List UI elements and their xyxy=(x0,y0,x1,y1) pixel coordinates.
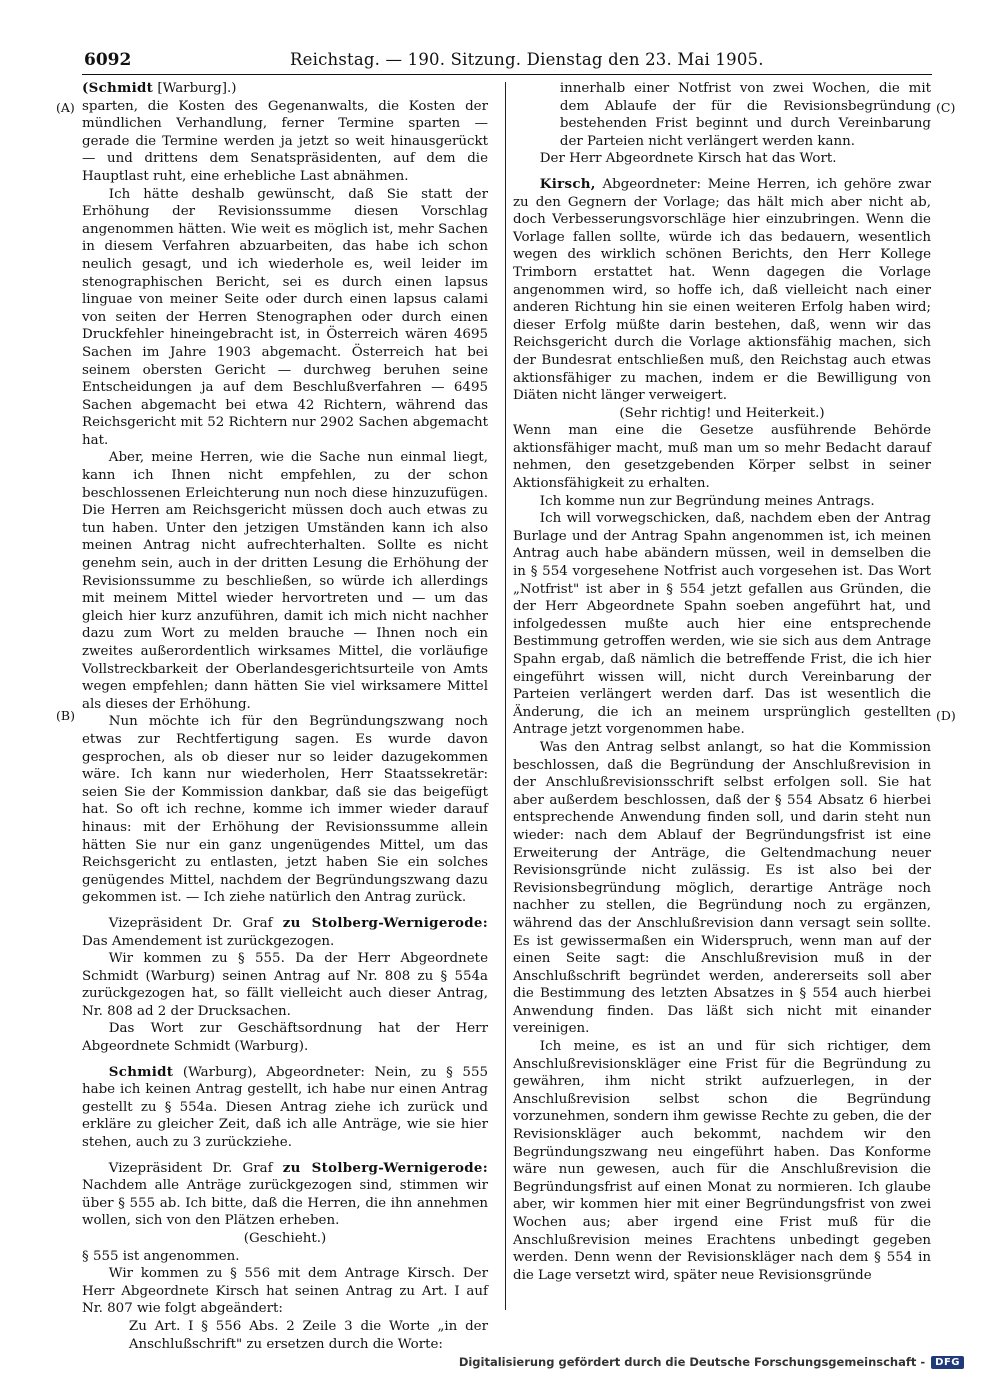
speaker-name: Schmidt xyxy=(108,1063,174,1080)
margin-mark-d: (D) xyxy=(936,708,956,723)
paragraph-gap xyxy=(513,168,931,176)
paragraph-text: [Warburg].) xyxy=(153,81,237,96)
paragraph-gap xyxy=(82,1152,488,1160)
paragraph-gap xyxy=(82,1056,488,1064)
paragraph-text: Nachdem alle Anträge zurückgezogen sind, stimmen wir über § 555 ab. Ich bitte, daß die Herren, die ihn annehmen wollen, sich von den Plätzen erheben. xyxy=(82,1178,488,1229)
paragraph xyxy=(82,1160,488,1230)
paragraph: Zu Art. I § 556 Abs. 2 Zeile 3 die Worte „in der Anschlußschrift" zu ersetzen durch die Worte: xyxy=(128,1318,488,1352)
paragraph: Aber, meine Herren, wie die Sache nun einmal liegt, kann ich Ihnen nicht empfehlen, zu der schon beschlossenen Erleichterung nun noch diese hinzuzufügen. Die Herren am Reichsgericht müssen doch auch etwas zu tun haben. Unter den jetzigen Umständen kann ich also meinen Antrag nicht aufrechterhalten. Sollte es nicht genehm sein, auch in der dritten Lesung die Erhöhung der Revisionssumme zu beschließen, so würde ich allerdings mit meinem Mittel wieder hervortreten und — um das gleich hier kurz anzuführen, damit ich mich nicht nachher dazu zum Wort zu melden brauche — Ihnen noch ein zweites außerordentlich wirksames Mittel, die vorläufige Vollstreckbarkeit der Oberlandesgerichtsurteile von Amts wegen empfehlen; dann hätten Sie viel wirksamere Mittel als dieses der Erhöhung. xyxy=(82,450,488,712)
paragraph-gap xyxy=(82,907,488,915)
paragraph: Wir kommen zu § 555. Da der Herr Abgeordnete Schmidt (Warburg) seinen Antrag auf Nr. 808 zu § 554a zurückgezogen hat, so fällt vielleicht auch dieser Antrag, Nr. 808 ad 2 der Drucksachen. xyxy=(82,951,488,1019)
speaker-name: zu Stolberg-Wernigerode: xyxy=(282,1159,488,1176)
paragraph xyxy=(82,80,488,98)
paragraph: Was den Antrag selbst anlangt, so hat die Kommission beschlossen, daß die Begründung der Anschlußrevision in der Anschlußrevisionsschrift selbst erfolgen soll. Sie hat aber außerdem beschlossen, daß der § 554 Absatz 6 hierbei entsprechende Anwendung finden soll, und darin steht nun wieder: nach dem Ablauf der Begründungsfrist ist eine Erweiterung der Anträge, die Geltendmachung neuer Revisionsgründe nicht zulässig. Es ist also bei der Revisionsbegründung möglich, derartige Anträge noch nachher zu stellen, die Begründung noch zu ergänzen, während das der Anschlußrevision dann versagt sein sollte. Es ist gewissermaßen ein Widerspruch, wenn man auf der einen Seite sagt: die Anschlußrevision muß in der Anschlußschrift begründet werden, andererseits soll aber die Bestimmung des letzten Absatzes in § 554 auch hierbei Anwendung finden. Das läßt sich nicht mit einander vereinigen. xyxy=(513,739,931,1037)
paragraph: Der Herr Abgeordnete Kirsch hat das Wort. xyxy=(539,151,837,167)
margin-mark-a: (A) xyxy=(56,100,75,115)
paragraph: Wenn man eine die Gesetze ausführende Behörde aktionsfähiger macht, muß man um so mehr Bedacht darauf nehmen, den gesetzgebenden Körper selbst in seiner Aktionsfähigkeit zu erhalten. xyxy=(513,423,931,492)
paragraph: (Sehr richtig! und Heiterkeit.) xyxy=(619,405,825,421)
paragraph: sparten, die Kosten des Gegenanwalts, die Kosten der mündlichen Verhandlung, ferner Termine sparten — gerade die Termine werden ja jetzt so weit hinausgerückt — und drittens dem Senatspräsidenten, auf dem die Hauptlast ruht, eine erhebliche Last abnähmen. xyxy=(82,98,488,184)
paragraph: Ich hätte deshalb gewünscht, daß Sie statt der Erhöhung der Revisionssumme diesen Vorschlag angenommen hätten. Wie weit es möglich ist, mehr Sachen in diesem Verfahren abzuarbeiten, das habe ich schon neulich gesagt, und ich wiederhole es, weil leider im stenographischen Bericht, sei es durch einen lapsus linguae von meiner Seite oder durch einen lapsus calami von seiten der Herren Stenographen oder durch einen Druckfehler hineingebracht ist, in Österreich wären 4695 Sachen im Jahre 1903 abgemacht. Österreich hat bei seinem obersten Gericht — durchweg beruhen seine Entscheidungen ja auf dem Beschlußverfahren — 6495 Sachen abgemacht bei etwa 42 Richtern, während das Reichsgericht mit 52 Richtern nur 2902 Sachen abgemacht hat. xyxy=(82,186,488,448)
running-header: Reichstag. — 190. Sitzung. Dienstag den 23. Mai 1905. xyxy=(290,50,764,69)
footer-text: Digitalisierung gefördert durch die Deutsche Forschungsgemeinschaft - xyxy=(458,1355,926,1369)
paragraph: (Geschieht.) xyxy=(243,1231,327,1246)
paragraph xyxy=(82,915,488,950)
paragraph-text: Abgeordneter: Meine Herren, ich gehöre zwar zu den Gegnern der Vorlage; das hält mich aber nicht ab, doch Verbesserungsvorschläge hier einzubringen. Wenn die Vorlage fallen sollte, würde ich das bedauern, wesentlich wegen des wirklich schönen Berichts, den Herr Kollege Trimborn erstattet hat. Wenn dagegen die Vorlage angenommen wird, so hoffe ich, daß vielleicht nach einer anderen Richtung hin sie einen weiteren Erfolg haben wird; dieser Erfolg müßte darin bestehen, daß, wenn wir das Reichsgericht durch die Vorlage aktionsfähig machen, sich der Bundesrat entschließen muß, den Reichstag auch etwas aktionsfähiger zu machen, indem er die Bewilligung von Diäten nicht länger verweigert. xyxy=(513,176,931,404)
paragraph: Das Wort zur Geschäftsordnung hat der Herr Abgeordnete Schmidt (Warburg). xyxy=(82,1021,488,1055)
page-number: 6092 xyxy=(84,50,132,70)
paragraph: Ich will vorwegschicken, daß, nachdem eben der Antrag Burlage und der Antrag Spahn angenommen ist, ich meinen Antrag auch habe abändern müssen, weil in demselben die in § 554 vorgesehene Notfrist auch vorgesehen ist. Das Wort „Notfrist" ist aber in § 554 jetzt gefallen aus Gründen, die der Herr Abgeordnete Spahn soeben angeführt hat, und infolgedessen mußte auch hier eine entsprechende Bestimmung getroffen werden, wie sie sich aus dem Antrage Spahn ergab, daß nämlich die betreffende Frist, die ich hier eingeführt wissen will, nicht durch Vereinbarung der Parteien verlängert werden darf. Das ist wesentlich die Änderung, die ich an meinem ursprünglich gestellten Antrage jetzt vorgenommen habe. xyxy=(513,511,931,738)
footer xyxy=(459,1355,964,1369)
margin-mark-b: (B) xyxy=(56,708,75,723)
paragraph-text: Vizepräsident Dr. Graf xyxy=(108,915,283,931)
paragraph-text: Das Amendement ist zurückgezogen. xyxy=(82,933,335,949)
paragraph: Ich meine, es ist an und für sich richtiger, dem Anschlußrevisionskläger eine Frist für die Begründung zu gewähren, ihm nicht strikt aufzuerlegen, in der Anschlußrevision selbst schon die Begründung vorzunehmen, sondern ihm gewisse Rechte zu geben, die der Revisionskläger auch bekommt, nachdem wir den Begründungszwang neu eingeführt haben. Das Konforme wäre nun gewesen, auch für die Anschlußrevision die Begründungsfrist auf einen Monat zu normieren. Ich glaube aber, wir kommen hier mit einer Begründungsfrist von zwei Wochen aus; aber irgend eine Frist muß für die Anschlußrevision meines Erachtens unbedingt gegeben werden. Denn wenn der Revisionskläger nach dem § 554 in die Lage versetzt wird, später neue Revisionsgründe xyxy=(513,1039,931,1283)
dfg-logo: DFG xyxy=(931,1356,964,1369)
paragraph: Nun möchte ich für den Begründungszwang noch etwas zur Rechtfertigung sagen. Es wurde davon gesprochen, als ob dieser nur so leider dazugekommen wäre. Ich kann nur wiederholen, Herr Staatssekretär: seien Sie der Kommission dankbar, daß sie das beigefügt hat. So oft ich rechne, komme ich immer wieder darauf hinaus: mit der Erhöhung der Revisionssumme allein hätten Sie nur ein ganz ungenügendes Mittel, um das Reichsgericht zu entlasten, jetzt haben Sie ein solches genügendes Mittel, nachdem der Begründungszwang dazu gekommen ist. — Ich ziehe natürlich den Antrag zurück. xyxy=(82,714,488,906)
paragraph: Wir kommen zu § 556 mit dem Antrage Kirsch. Der Herr Abgeordnete Kirsch hat seinen Antrag zu Art. I auf Nr. 807 wie folgt abgeändert: xyxy=(82,1266,488,1317)
paragraph-text: (Warburg), Abgeordneter: Nein, zu § 555 habe ich keinen Antrag gestellt, ich habe nur einen Antrag gestellt zu § 554a. Diesen Antrag ziehe ich zurück und erkläre zu gleicher Zeit, daß ich alle Anträge, wie sie hier stehen, auch zu 3 zurückziehe. xyxy=(82,1064,488,1151)
header-rule xyxy=(82,74,932,75)
paragraph: innerhalb einer Notfrist von zwei Wochen, die mit dem Ablaufe der für die Revisionsbegründung bestehenden Frist beginnt und durch Vereinbarung der Parteien nicht verlängert werden kann. xyxy=(559,81,931,149)
column-divider xyxy=(505,82,506,1310)
margin-mark-c: (C) xyxy=(936,100,956,115)
left-column xyxy=(82,80,488,1353)
paragraph xyxy=(513,176,931,405)
paragraph-text: Vizepräsident Dr. Graf xyxy=(108,1160,283,1176)
speaker-name: zu Stolberg-Wernigerode: xyxy=(282,914,488,931)
paragraph xyxy=(82,1064,488,1152)
paragraph: Ich komme nun zur Begründung meines Antrags. xyxy=(539,493,875,509)
paragraph: § 555 ist angenommen. xyxy=(82,1248,240,1264)
right-column xyxy=(513,80,931,1284)
speaker-name: Kirsch, xyxy=(539,175,596,192)
speaker-name: (Schmidt xyxy=(82,80,154,96)
